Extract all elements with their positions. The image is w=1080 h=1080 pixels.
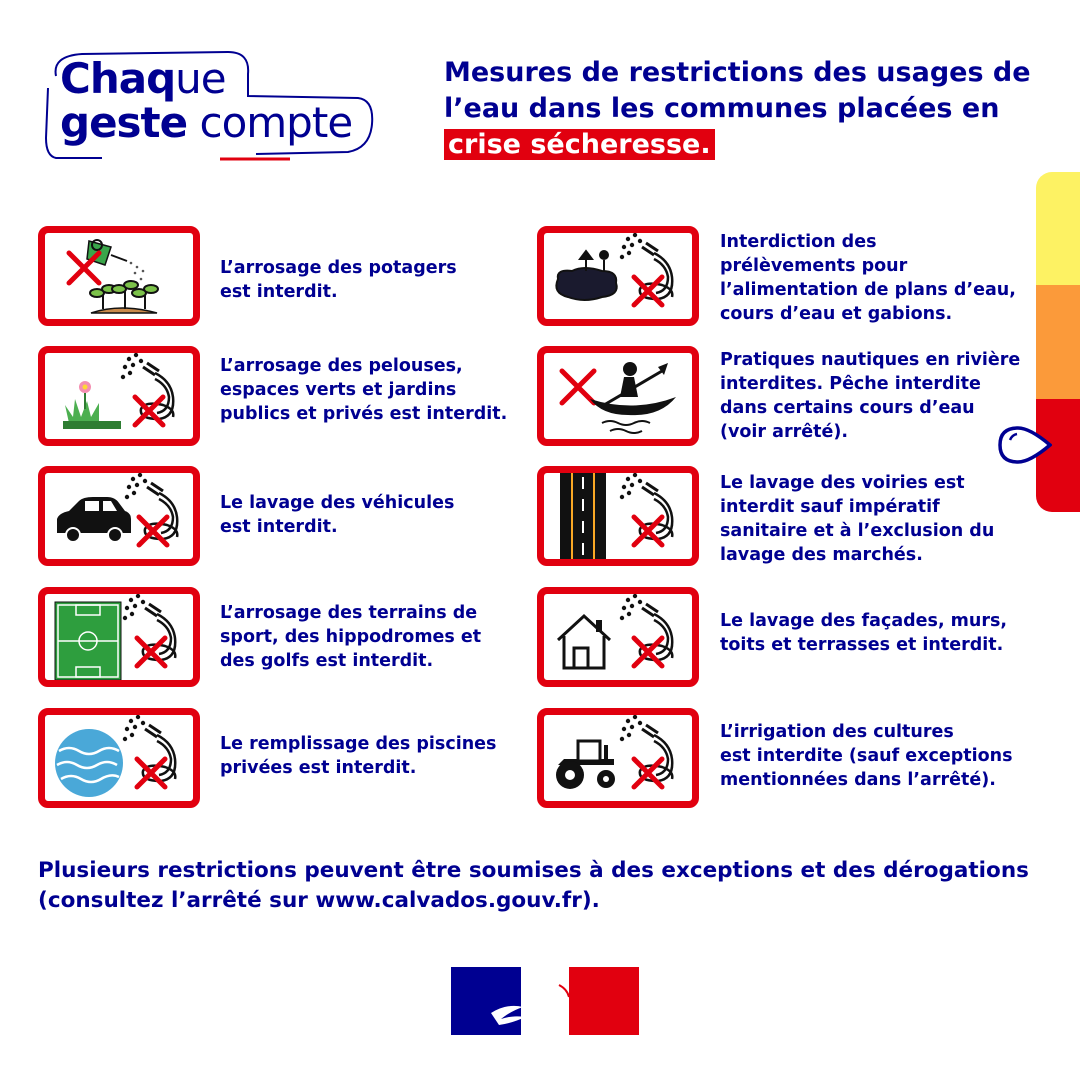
gauge-level-alerte bbox=[1036, 285, 1080, 398]
chaque-geste-compte-logo: Chaque geste compte bbox=[42, 48, 374, 162]
restriction-label: L’arrosage des terrains de sport, des hippodromes et des golfs est interdit. bbox=[220, 603, 482, 671]
restriction-label: L’arrosage des potagers est interdit. bbox=[220, 258, 457, 302]
facade-washing-icon bbox=[544, 594, 692, 680]
restriction-label: Le lavage des voiries est interdit sauf impératif sanitaire et à l’exclusion du lavage des marchés. bbox=[720, 473, 995, 565]
restriction-label: Le lavage des façades, murs, toits et terrasses et interdit. bbox=[720, 611, 1008, 655]
pool-filling-icon bbox=[45, 715, 193, 801]
restriction-label: L’arrosage des pelouses, espaces verts et jardins publics et privés est interdit. bbox=[220, 356, 508, 424]
car-washing-icon bbox=[45, 473, 193, 559]
restriction-card bbox=[537, 466, 699, 566]
restriction-card bbox=[38, 346, 200, 446]
restriction-label: Interdiction des prélèvements pour l’alimentation de plans d’eau, cours d’eau et gabions. bbox=[720, 232, 1016, 324]
restriction-card bbox=[537, 226, 699, 326]
exceptions-footnote: Plusieurs restrictions peuvent être soumises à des exceptions et des dérogations (consultez l’arrêté sur www.calvados.gouv.fr). bbox=[38, 858, 1029, 913]
sports-field-watering-icon bbox=[45, 594, 193, 680]
restriction-card bbox=[38, 226, 200, 326]
restriction-card bbox=[537, 708, 699, 808]
restriction-label: Le remplissage des piscines privées est interdit. bbox=[220, 734, 497, 778]
kayak-icon bbox=[544, 353, 692, 439]
water-body-withdrawal-icon bbox=[544, 233, 692, 319]
gauge-level-vigilance bbox=[1036, 172, 1080, 285]
page-title: Mesures de restrictions des usages de l’eau dans les communes placées en crise sécheresse. bbox=[444, 57, 1031, 160]
restriction-label: Pratiques nautiques en rivière interdites. Pêche interdite dans certains cours d’eau (voir arrêté). bbox=[720, 350, 1021, 442]
restriction-label: Le lavage des véhicules est interdit. bbox=[220, 493, 455, 537]
restriction-card bbox=[537, 587, 699, 687]
restriction-card bbox=[38, 466, 200, 566]
restriction-card bbox=[537, 346, 699, 446]
lawn-watering-icon bbox=[45, 353, 193, 439]
restriction-card bbox=[38, 587, 200, 687]
crop-irrigation-icon bbox=[544, 715, 692, 801]
restriction-label: L’irrigation des cultures est interdite (sauf exceptions mentionnées dans l’arrêté). bbox=[720, 722, 1013, 790]
restriction-card bbox=[38, 708, 200, 808]
vegetable-garden-watering-icon bbox=[45, 233, 193, 319]
crisis-highlight: crise sécheresse. bbox=[444, 129, 715, 160]
road-washing-icon bbox=[544, 473, 692, 559]
republique-francaise-marianne-logo bbox=[451, 967, 639, 1035]
